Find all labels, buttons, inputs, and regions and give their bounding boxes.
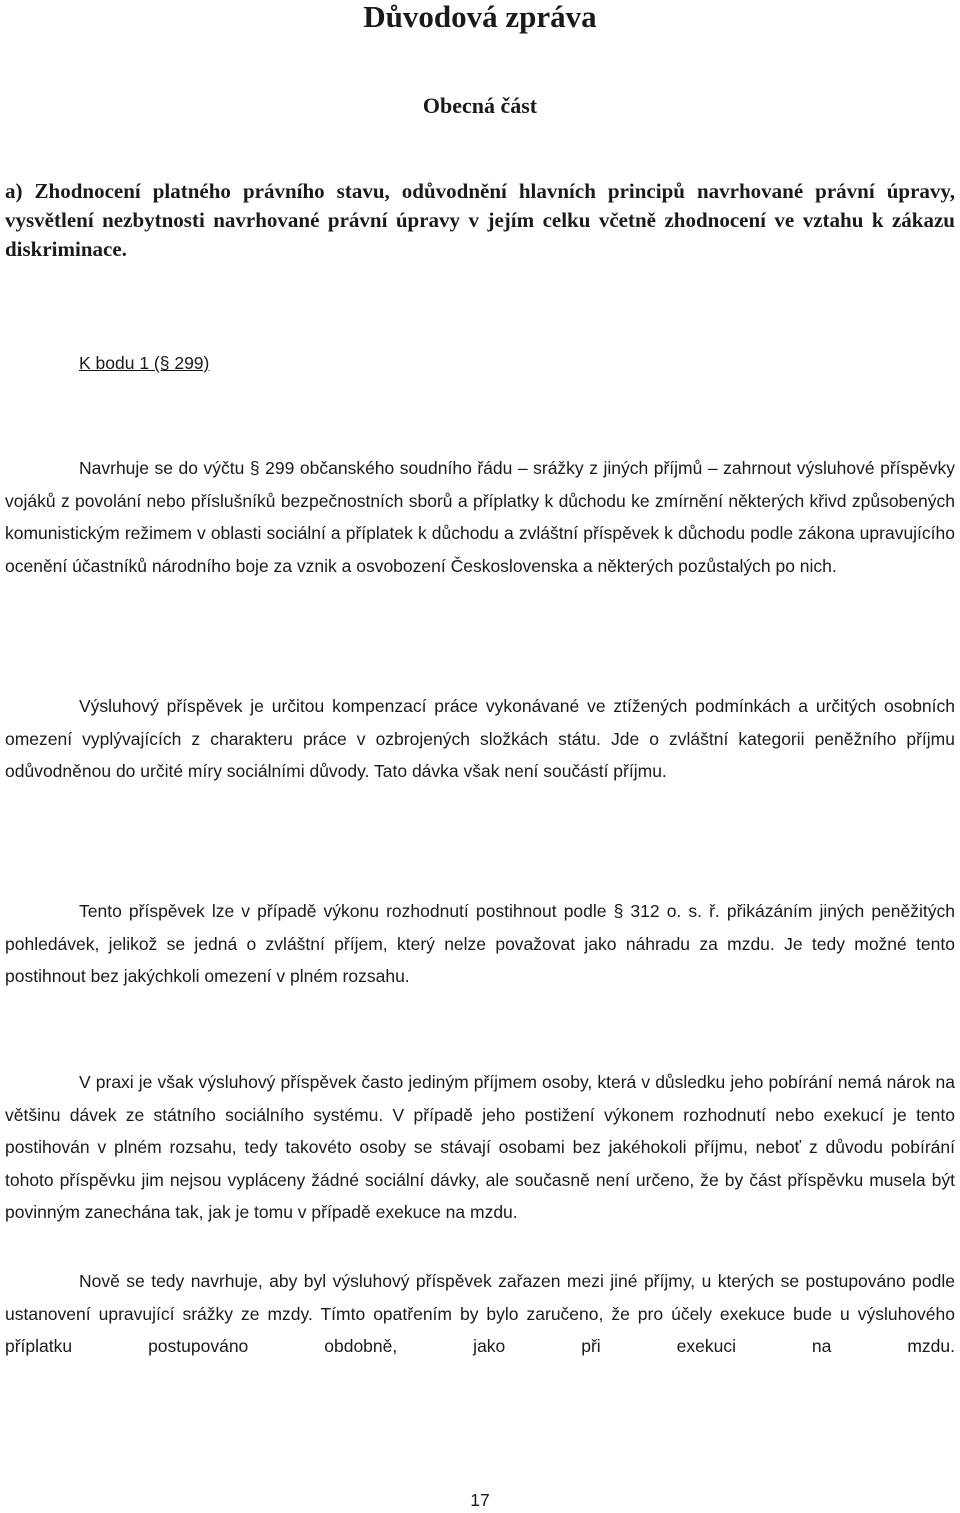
point-heading: K bodu 1 (§ 299) <box>79 353 210 373</box>
page-number: 17 <box>470 1490 490 1510</box>
paragraph: Nově se tedy navrhuje, aby byl výsluhový příspěvek zařazen mezi jiné příjmy, u kterých se postupováno podle ustanovení upravující srážky ze mzdy. Tímto opatřením by bylo zaručeno, že pro účely exekuce bude u výsluhového příplatku postupováno obdobně, jako při exekuci na mzdu. <box>5 1271 955 1356</box>
paragraph: V praxi je však výsluhový příspěvek často jediným příjmem osoby, která v důsledku jeho pobírání nemá nárok na většinu dávek ze státního sociálního systému. V případě jeho postižení výkonem rozhodnutí nebo exekucí je tento postihován v plném rozsahu, tedy takovéto osoby se stávají osobami bez jakéhokoli příjmu, neboť z důvodu pobírání tohoto příspěvku jim nejsou vypláceny žádné sociální dávky, ale současně není určeno, že by část příspěvku musela být povinným zanechána tak, jak je tomu v případě exekuce na mzdu. <box>5 1072 955 1222</box>
paragraph: Výsluhový příspěvek je určitou kompenzací práce vykonávané ve ztížených podmínkách a určitých osobních omezení vyplývajících z charakteru práce v ozbrojených složkách státu. Jde o zvláštní kategorii peněžního příjmu odůvodněnou do určité míry sociálními důvody. Tato dávka však není součástí příjmu. <box>5 696 955 781</box>
paragraph: Tento příspěvek lze v případě výkonu rozhodnutí postihnout podle § 312 o. s. ř. přikázáním jiných peněžitých pohledávek, jelikož se jedná o zvláštní příjem, který nelze považovat jako náhradu za mzdu. Je tedy možné tento postihnout bez jakýchkoli omezení v plném rozsahu. <box>5 901 955 986</box>
paragraph: Navrhuje se do výčtu § 299 občanského soudního řádu – srážky z jiných příjmů – zahrnout výsluhové příspěvky vojáků z povolání nebo příslušníků bezpečnostních sborů a příplatky k důchodu ke zmírnění některých křivd způsobených komunistickým režimem v oblasti sociální a příplatek k důchodu a zvláštní příspěvek k důchodu podle zákona upravujícího ocenění účastníků národního boje za vznik a osvobození Československa a některých pozůstalých po nich. <box>5 458 955 576</box>
section-title: Obecná část <box>422 93 538 118</box>
subsection-heading: a) Zhodnocení platného právního stavu, odůvodnění hlavních principů navrhované právní úpravy, vysvětlení nezbytnosti navrhované právní úpravy v jejím celku včetně zhodnocení ve vztahu k zákazu diskriminace. <box>5 179 955 261</box>
document-title: Důvodová zpráva <box>363 0 597 34</box>
